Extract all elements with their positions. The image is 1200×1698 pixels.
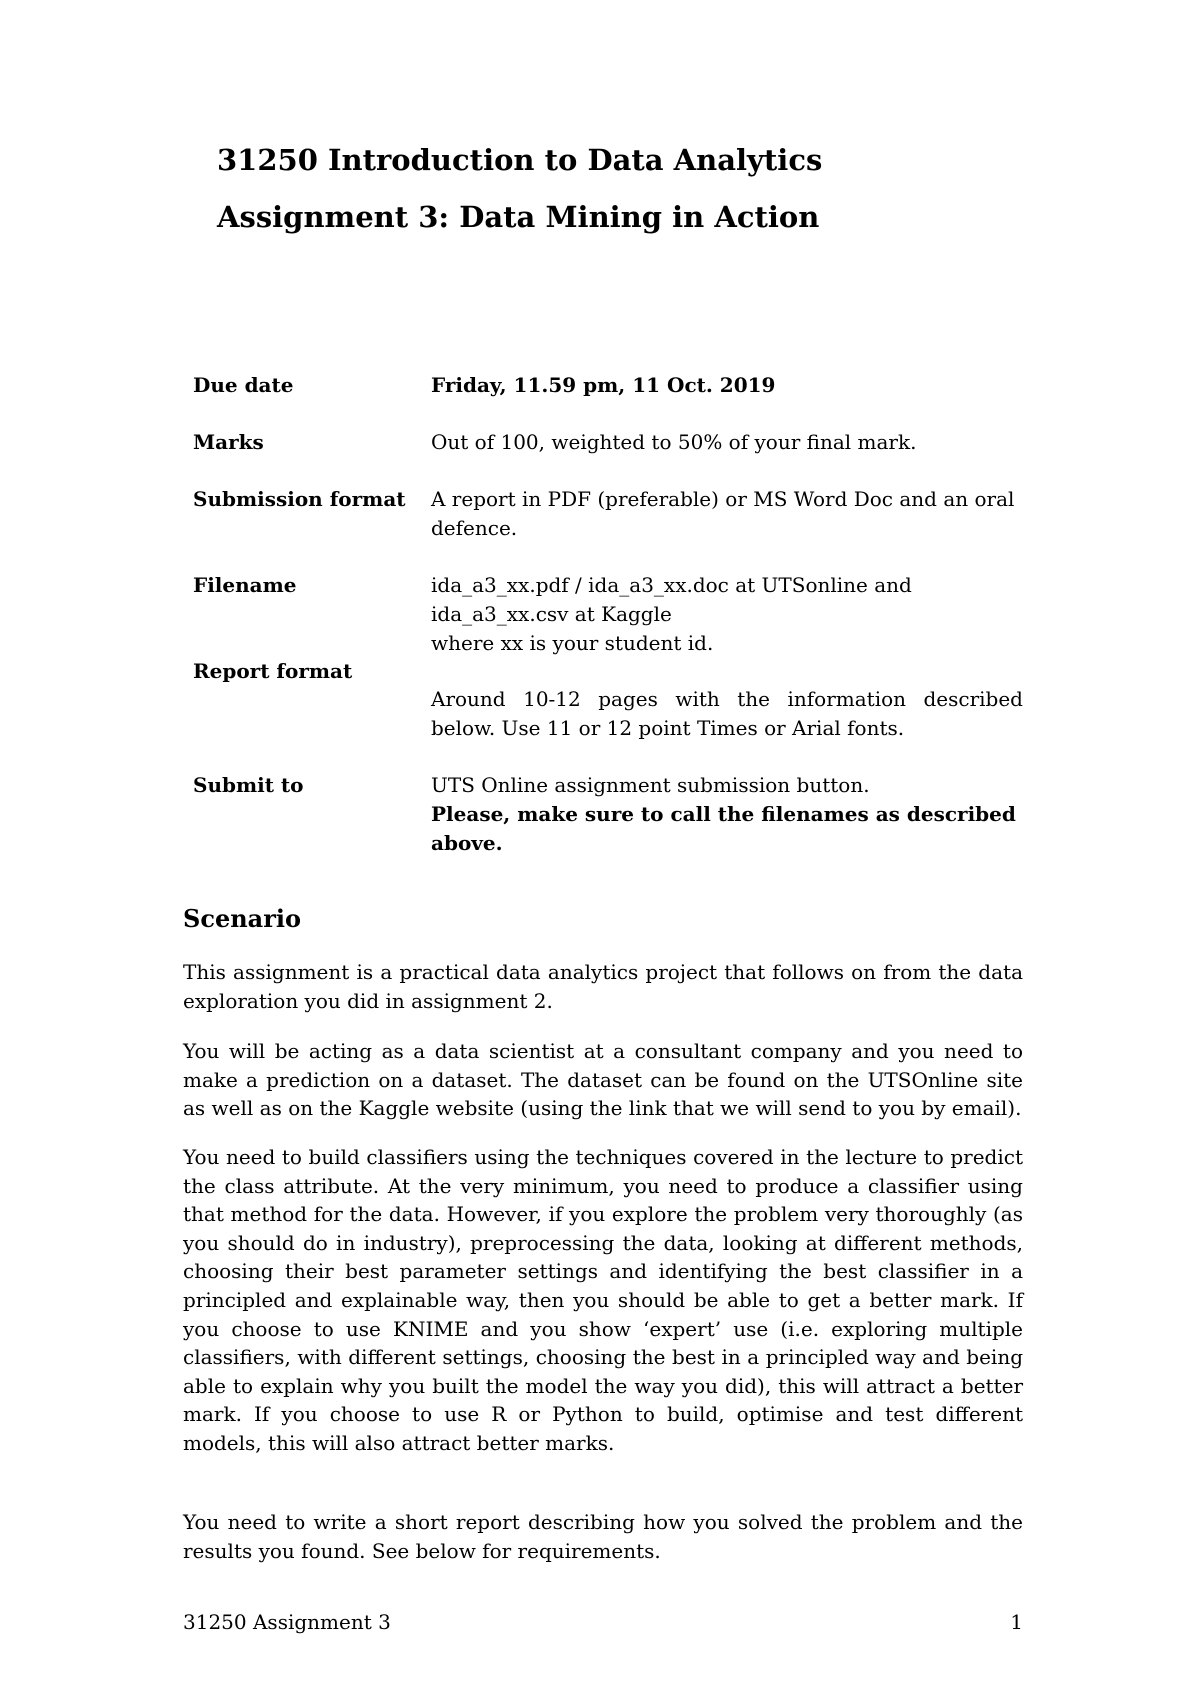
course-title: 31250 Introduction to Data Analytics bbox=[217, 143, 823, 177]
scenario-paragraph-1: This assignment is a practical data analytics project that follows on from the data exploration you did in assignment 2. bbox=[183, 960, 1023, 1013]
filename-warning: Please, make sure to call the filenames as described above. bbox=[431, 802, 1016, 855]
footer-course-label: 31250 Assignment 3 bbox=[183, 1610, 391, 1634]
marks-value: Out of 100, weighted to 50% of your final mark. bbox=[431, 430, 917, 454]
submission-format-label: Submission format bbox=[193, 487, 406, 511]
filename-value bbox=[431, 571, 1023, 658]
scenario-paragraph-3: You need to build classifiers using the techniques covered in the lecture to predict the class attribute. At the very minimum, you need to produce a classifier using that method for the data. However, if you explore the problem very thoroughly (as you should do in industry), preprocessing the data, looking at different methods, choosing their best parameter settings and identifying the best classifier in a principled and explainable way, then you should be able to get a better mark. If you choose to use KNIME and you show ‘expert’ use (i.e. exploring multiple classifiers, with different settings, choosing the best in a principled way and being able to explain why you built the model the way you did), this will attract a better mark. If you choose to use R or Python to build, optimise and test different models, this will also attract better marks. bbox=[183, 1145, 1023, 1455]
filename-line-2: ida_a3_xx.csv at Kaggle bbox=[431, 602, 672, 626]
submit-to-label: Submit to bbox=[193, 773, 304, 797]
marks-label: Marks bbox=[193, 430, 264, 454]
assignment-title: Assignment 3: Data Mining in Action bbox=[217, 200, 820, 234]
submit-to-value bbox=[431, 771, 1023, 858]
submission-format-value: A report in PDF (preferable) or MS Word Doc and an oral defence. bbox=[431, 487, 1015, 540]
filename-line-3: where xx is your student id. bbox=[431, 631, 714, 655]
due-date-label: Due date bbox=[193, 373, 294, 397]
submit-to-destination: UTS Online assignment submission button. bbox=[431, 773, 870, 797]
filename-line-1: ida_a3_xx.pdf / ida_a3_xx.doc at UTSonline and bbox=[431, 573, 912, 597]
report-format-value: Around 10-12 pages with the information described below. Use 11 or 12 point Times or Arial fonts. bbox=[431, 687, 1023, 740]
due-date-value: Friday, 11.59 pm, 11 Oct. 2019 bbox=[431, 373, 776, 397]
filename-label: Filename bbox=[193, 573, 297, 597]
scenario-paragraph-2: You will be acting as a data scientist at a consultant company and you need to make a prediction on a dataset. The dataset can be found on the UTSOnline site as well as on the Kaggle website (using the link that we will send to you by email). bbox=[183, 1039, 1023, 1121]
report-format-label: Report format bbox=[193, 659, 353, 683]
scenario-heading: Scenario bbox=[183, 904, 301, 933]
page-number: 1 bbox=[1010, 1610, 1023, 1634]
scenario-paragraph-4: You need to write a short report describing how you solved the problem and the results you found. See below for requirements. bbox=[183, 1510, 1023, 1563]
